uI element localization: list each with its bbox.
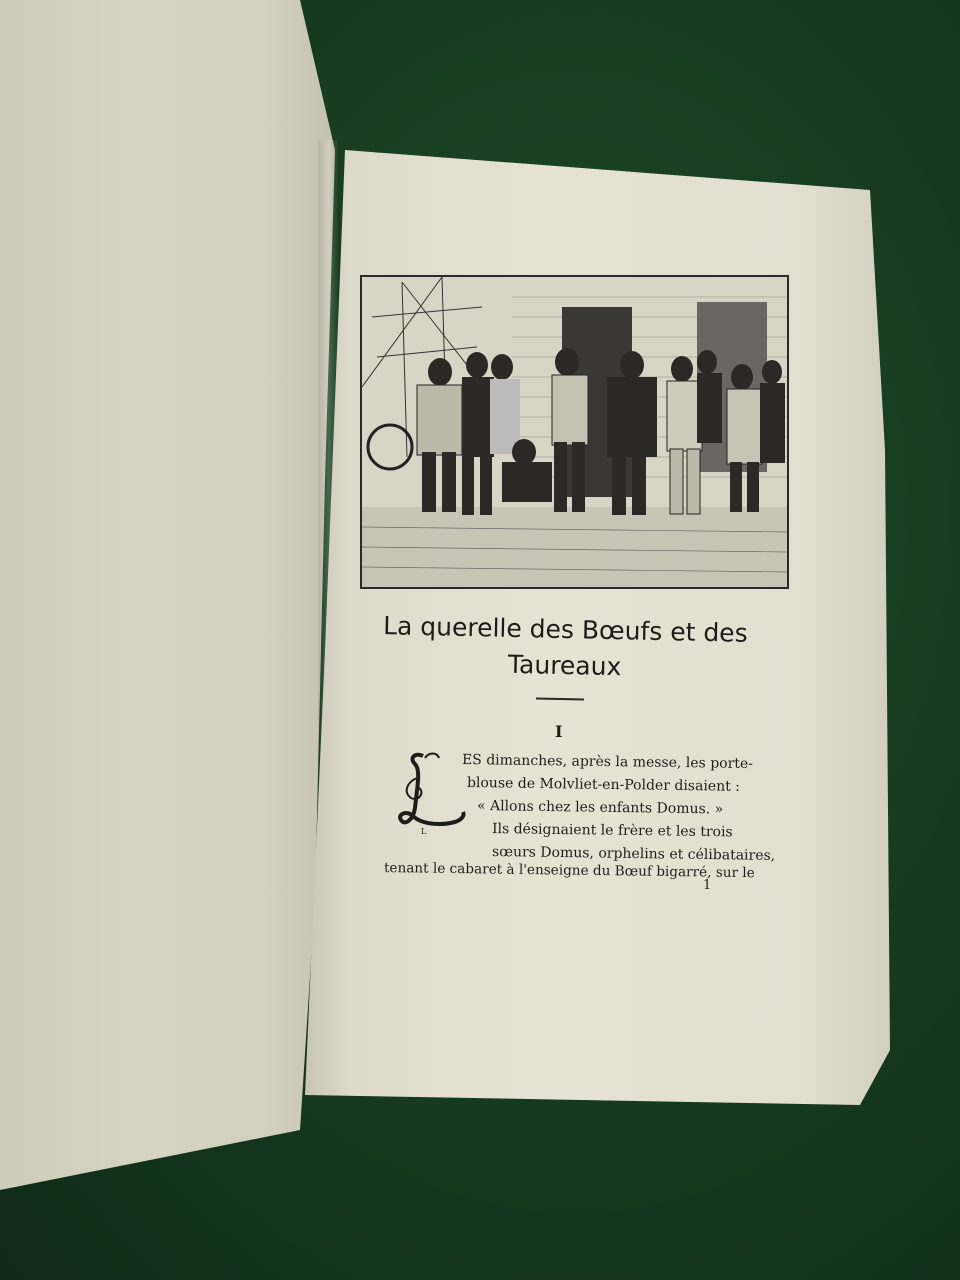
text-line-1: ES dimanches, après la messe, les porte- (461, 752, 754, 773)
chapter-title (339, 607, 790, 688)
text-line-2: blouse de Molvliet-en-Polder disaient : (466, 775, 741, 795)
title-line-1: La querelle des Bœufs et des (382, 611, 748, 648)
page-number: 1 (703, 878, 712, 893)
left-blank-page (0, 0, 345, 1190)
title-line-2: Taureaux (507, 649, 622, 682)
dropcap-letter: L (421, 827, 427, 836)
engraving-illustration (360, 275, 789, 589)
text-line-3: « Allons chez les enfants Domus. » (476, 798, 724, 818)
text-line-5: sœurs Domus, orphelins et célibataires, (491, 844, 776, 864)
chapter-number: I (555, 722, 563, 741)
text-line-6: tenant le cabaret à l'enseigne du Bœuf bigarré, sur le (383, 860, 755, 882)
text-line-4: Ils désignaient le frère et les trois (491, 821, 733, 841)
